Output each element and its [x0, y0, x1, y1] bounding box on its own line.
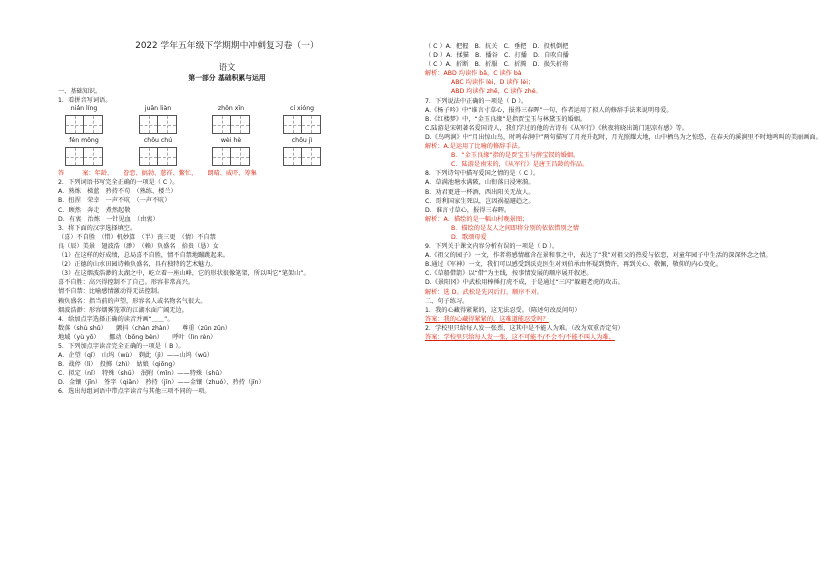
question-4-line: 地域（yù yō） 挪动（bōng bèn） 呼叶（lìn rèn）	[58, 333, 217, 341]
section-sentences: 二、句子练习。	[425, 297, 469, 305]
question-1: 1．看拼音写词语。	[58, 97, 112, 105]
sentence-answer-2: 答案：学校里只给每人发一张，这不可能不/不会不/不能不叫人为难。	[425, 334, 615, 341]
question-8-analysis: B．描绘的是友人之间即将分别的依依惜别之情	[451, 224, 579, 232]
question-3-note: （2）正德的山水田园诗赖负盛名，具有独特的艺术魅力。	[58, 261, 217, 269]
question-6: 6．选出每组词语中带点字读音与其他三项不同的一项。	[58, 388, 211, 396]
pinyin-item: wèi hè	[203, 137, 259, 166]
analysis-line: 解析：ABD 均读作 bǎ，C 读作 bà	[425, 70, 522, 78]
page-title: 2022 学年五年级下学期期中冲刺复习卷（一）	[135, 41, 319, 51]
question-4-line: 数落（shù shǔ） 颤抖（chàn zhàn） 尊重（zūn zūn）	[58, 324, 231, 332]
question-2-option: B．扭捏 荣幸 一声不吭 （一声不吭）	[58, 197, 171, 205]
option-line: （ D ）A．揉猫 B．播谷 C．打播 D．自吹自播	[425, 52, 569, 60]
sentence-question-2: 2．学校里只给每人发一张票，这其中是不能人为难。（改为双重否定句）	[425, 324, 624, 332]
question-7: 7．下列说法中正确的一项是（ D ）。	[425, 97, 528, 105]
section-basic: 一、基础知识。	[58, 88, 102, 95]
question-2-option: A．熟炼 梯蓝 矜持不苟 （熟练、楼兰）	[58, 188, 177, 196]
analysis-line: ABD 均读作 zhē，C 读作 zhé。	[451, 88, 542, 96]
question-7-analysis: 解析：A.是运用了比喻的修辞手法。	[425, 143, 524, 151]
question-2: 2．下列词语书写完全正确的一项是（ C ）。	[58, 179, 179, 187]
question-3-explanation: 赖负盛名：指当前的声望，形容名人或名物名气很大。	[58, 297, 207, 305]
question-7-option: B.《红楼梦》中，“金玉良缘”是指贾宝玉与林黛玉的婚姻。	[425, 115, 587, 123]
subject-title: 语文	[218, 62, 236, 72]
question-8-analysis: D．歌颂母爱	[451, 233, 487, 241]
sentence-question-1: 1．我的心藏得紧紧的，这无法忍受。（陈述句改反问句）	[425, 306, 581, 314]
question-9-option: B.通过《军神》一文，我们可以感受到沃克医生对刘伯承由怀疑到赞许，再到关心、敬佩，敬仰的内心变化。	[425, 261, 723, 269]
part-title: 第一部分 基础积累与运用	[188, 74, 266, 82]
question-8-option: D．谁言寸草心，报得三春晖。	[425, 206, 511, 214]
question-3: 3．将下面的汉字选择填空。	[58, 224, 137, 232]
question-8-option: A．草满池塘水满陂，山衔落日浸寒漪。	[425, 179, 535, 187]
question-3-line: （喜）不自胜 （惜）机妙算 （半）丧三更 （情）不自禁	[58, 233, 216, 241]
question-5-option: A．企望（qǐ） 山坞（wù） 剃此（jì）——山坞（wǔ）	[58, 352, 214, 360]
pinyin-item: nián líng	[56, 105, 112, 134]
question-1-answer: 答 案：年龄、 眷恋、搞勃、慈祥、鳖忙、 朗晴、威吓、筹集	[58, 170, 257, 178]
question-7-analysis: C．陆游是南宋的，《从军行》是唐王昌龄的作品。	[451, 161, 589, 169]
question-9: 9．下列关于课文内容分析有误的一项是（ D ）。	[425, 243, 559, 251]
pinyin-item: fén mōng	[56, 137, 112, 166]
question-5-option: D．金镶（jīn） 签字（qiān） 矜持（jīn）——金镶（zhuó）、矜持（jīn）	[58, 379, 265, 387]
question-8-option: C．哥利国家生死以，岂因祸福避趋之。	[425, 197, 535, 205]
question-9-option: C.《草船借箭》以“借”为主线，按事情发展的顺序展开叙述。	[425, 270, 593, 278]
question-7-option: C.陆游是宋朝著名爱国诗人，我们学过的他的古诗有《从军行》《秋夜将晓出篱门迎凉有感》等。	[425, 124, 689, 132]
pinyin-item: cí xióng	[274, 105, 330, 134]
pinyin-item: chōu jì	[274, 137, 330, 166]
analysis-line: ABC 均读作 lèi，D 读作 lèi；	[451, 79, 535, 87]
pinyin-item: chōu chú	[130, 137, 186, 166]
question-3-note: （1）在这样的好成绩，总局喜不自胜，情不自禁地蹦跳起来。	[58, 252, 229, 260]
question-8: 8．下列诗句中描写爱国之情的是（ C ）。	[425, 170, 540, 178]
question-3-explanation: 烟波浩渺：形容烟雾笼罩的江湖水面广阔无边。	[58, 306, 188, 314]
question-8-option: B．劝君更进一杯酒，西出阳关无故人。	[425, 188, 535, 196]
question-9-option: D.《景阳冈》中武松用棒捶打虎不成，于是通过“三闪”躲避老虎的攻击。	[425, 279, 624, 287]
question-3-explanation: 喜不自胜：高兴得控制不了自己。形容非常高兴。	[58, 279, 195, 287]
pinyin-item: zhōn xīn	[203, 105, 259, 134]
question-9-option: A.《祖父的园子》一文，作者将感情蕴含在景和事之中，表达了“我”对祖父的热爱与依恋，对童年园子中生活的深深怀念之情。	[425, 252, 772, 260]
question-3-line: 良（辰）美景 翅波浩（渺） （赖）负盛名 拾贵（恳）女	[58, 242, 219, 250]
pinyin-row-2	[58, 137, 396, 169]
left-column	[58, 0, 396, 397]
question-7-option: D.《鸟鸣涧》中“月出惊山鸟，时鸣春涧中”两句描写了月亮升起时，月光照耀大地，山中栖鸟为之惊恐，在春天的溪涧里不时地鸣叫的美丽画面。	[425, 133, 822, 141]
sentence-answer-1: 答案：我的心藏得紧紧的，这难道能忍受吗？	[425, 315, 549, 323]
question-3-note: （3）在这烟波浩渺的太湖之中，屹立着一座山峰，它的形状很像笔架，所以叫它“笔架山”。	[58, 270, 310, 278]
question-8-analysis: 解析：A．描绘的是一幅山村晚景图；	[425, 215, 529, 223]
pinyin-row-1	[58, 105, 396, 137]
option-line: （ C ）A．折断 B．折服 C．折腾 D．损失折将	[425, 61, 569, 69]
pinyin-item: juān liàn	[130, 105, 186, 134]
question-2-option: C．顾然 奔走 煮然起敬	[58, 206, 131, 214]
question-2-option: D．有衷 治炼 一针见血 （由衷）	[58, 215, 159, 223]
question-5-option: B．战停（lì） 投掷（zhì） 姑娘（qiōng）	[58, 361, 179, 369]
question-9-analysis: 解析：选 D。武松是先闪后打，顺序不对。	[425, 288, 544, 296]
right-column	[425, 42, 822, 342]
question-7-analysis: B．“金玉良缘”指的是贾宝玉与薛宝钗的婚姻。	[451, 152, 580, 160]
question-3-explanation: 情不自禁：比喻感情激动得无法控制。	[58, 288, 164, 296]
question-5: 5．下列加点字读音完全正确的一项是（ B ）。	[58, 342, 185, 350]
question-4: 4．给加点字选择正确的读音并画“＿＿”。	[58, 315, 174, 323]
question-7-option: A.《杨子吟》中“谁言寸草心，报得三春晖”一句，作者运用了拟人的修辞手法来说明母爱。	[425, 106, 673, 114]
option-line: （ C ）A．把握 B．抗关 C．垂把 D．投机倒把	[425, 43, 569, 50]
question-5-option: C．拟定（nǐ） 特殊（shū） 泯附（mǐn）——特殊（shū）	[58, 370, 226, 378]
